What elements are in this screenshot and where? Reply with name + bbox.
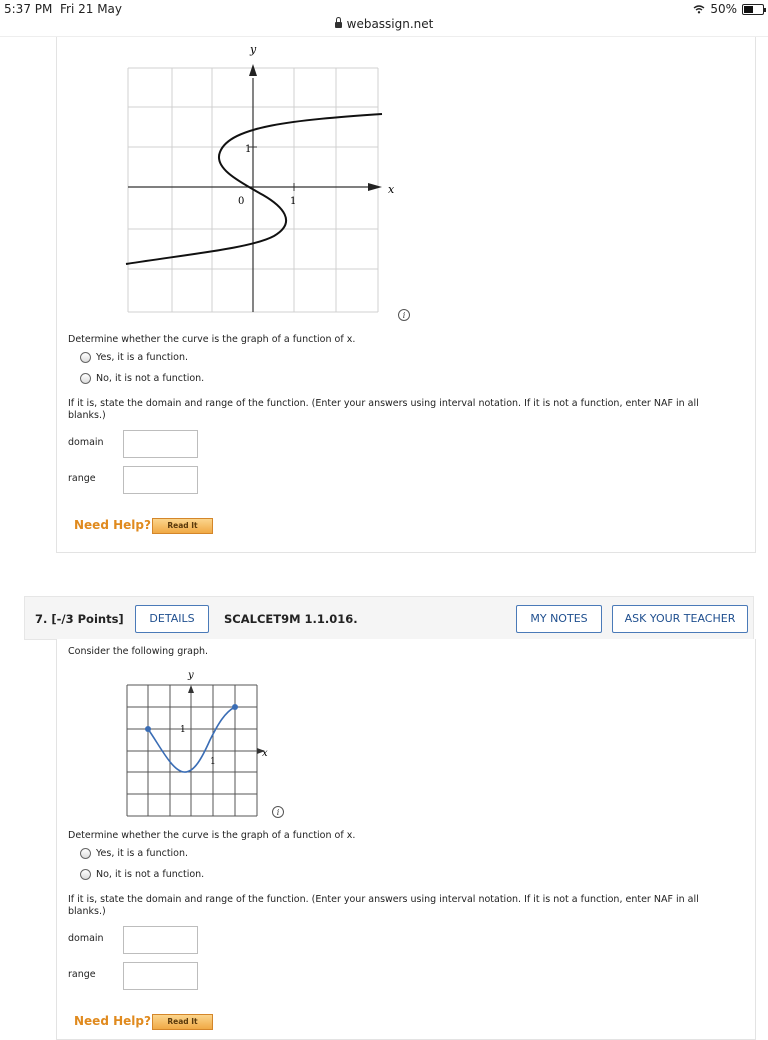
q7-domain-label: domain xyxy=(68,933,104,944)
battery-icon xyxy=(742,4,764,15)
q7-x-tick-label: 1 xyxy=(210,757,216,767)
q7-curve-end-point xyxy=(232,704,238,710)
q6-read-it-button[interactable]: Read It xyxy=(152,518,213,534)
q7-graph xyxy=(120,666,280,822)
q7-option-no[interactable] xyxy=(80,869,204,880)
status-time: 5:37 PM xyxy=(4,2,53,16)
q7-need-help: Need Help? xyxy=(74,1014,151,1028)
q7-info-icon[interactable]: i xyxy=(272,806,284,818)
status-date: Fri 21 May xyxy=(60,2,123,16)
q6-radio-yes[interactable] xyxy=(80,352,91,363)
details-button[interactable]: DETAILS xyxy=(135,605,209,633)
x-axis-arrow xyxy=(368,183,382,191)
ask-your-teacher-button[interactable]: ASK YOUR TEACHER xyxy=(612,605,748,633)
q6-x-tick-label: 1 xyxy=(290,196,297,207)
lock-icon xyxy=(335,22,342,28)
q7-y-label: y xyxy=(188,670,194,681)
q6-option-yes-label: Yes, it is a function. xyxy=(96,352,189,363)
q7-radio-yes[interactable] xyxy=(80,848,91,859)
q6-domain-label: domain xyxy=(68,437,104,448)
q7-range-label: range xyxy=(68,969,96,980)
q6-x-label: x xyxy=(388,183,395,196)
q7-option-yes-label: Yes, it is a function. xyxy=(96,848,189,859)
q6-option-no-label: No, it is not a function. xyxy=(96,373,205,384)
address-bar[interactable] xyxy=(0,17,768,31)
q6-instruction: If it is, state the domain and range of the function. (Enter your answers using interval notation. If it is not a function, enter NAF in all blanks.) xyxy=(68,398,699,421)
q7-radio-no[interactable] xyxy=(80,869,91,880)
q6-prompt: Determine whether the curve is the graph of a function of x. xyxy=(68,334,356,345)
q6-origin-label: 0 xyxy=(238,196,245,207)
q6-need-help: Need Help? xyxy=(74,518,151,532)
url-text: webassign.net xyxy=(346,17,434,31)
q6-range-label: range xyxy=(68,473,96,484)
q7-curve-start-point xyxy=(145,726,151,732)
q6-domain-input[interactable] xyxy=(123,430,198,458)
q6-option-no[interactable] xyxy=(80,373,204,384)
q6-info-icon[interactable]: i xyxy=(398,309,410,321)
q7-y-axis-arrow xyxy=(188,685,194,693)
q7-consider-text: Consider the following graph. xyxy=(68,646,209,657)
wifi-icon xyxy=(693,5,705,14)
q7-code: SCALCET9M 1.1.016. xyxy=(224,612,358,626)
q7-number: 7. [-/3 Points] xyxy=(35,612,124,626)
y-axis-arrow xyxy=(249,64,257,76)
q7-range-input[interactable] xyxy=(123,962,198,990)
q6-y-tick-label: 1 xyxy=(245,144,252,155)
q6-graph xyxy=(120,40,400,325)
q7-option-no-label: No, it is not a function. xyxy=(96,869,205,880)
q6-option-yes[interactable] xyxy=(80,352,188,363)
q6-curve xyxy=(126,114,382,264)
q6-radio-no[interactable] xyxy=(80,373,91,384)
my-notes-button[interactable]: MY NOTES xyxy=(516,605,602,633)
q7-instruction: If it is, state the domain and range of the function. (Enter your answers using interval notation. If it is not a function, enter NAF in all blanks.) xyxy=(68,894,699,917)
q7-x-label: x xyxy=(262,748,268,759)
q7-option-yes[interactable] xyxy=(80,848,188,859)
q7-y-tick-label: 1 xyxy=(180,725,186,735)
q7-read-it-button[interactable]: Read It xyxy=(152,1014,213,1030)
status-indicators xyxy=(693,2,764,16)
battery-percent: 50% xyxy=(710,2,737,16)
status-bar xyxy=(0,0,768,37)
q6-range-input[interactable] xyxy=(123,466,198,494)
q7-domain-input[interactable] xyxy=(123,926,198,954)
q7-prompt: Determine whether the curve is the graph of a function of x. xyxy=(68,830,356,841)
question-7-header xyxy=(24,596,754,640)
q6-y-label: y xyxy=(250,43,257,56)
